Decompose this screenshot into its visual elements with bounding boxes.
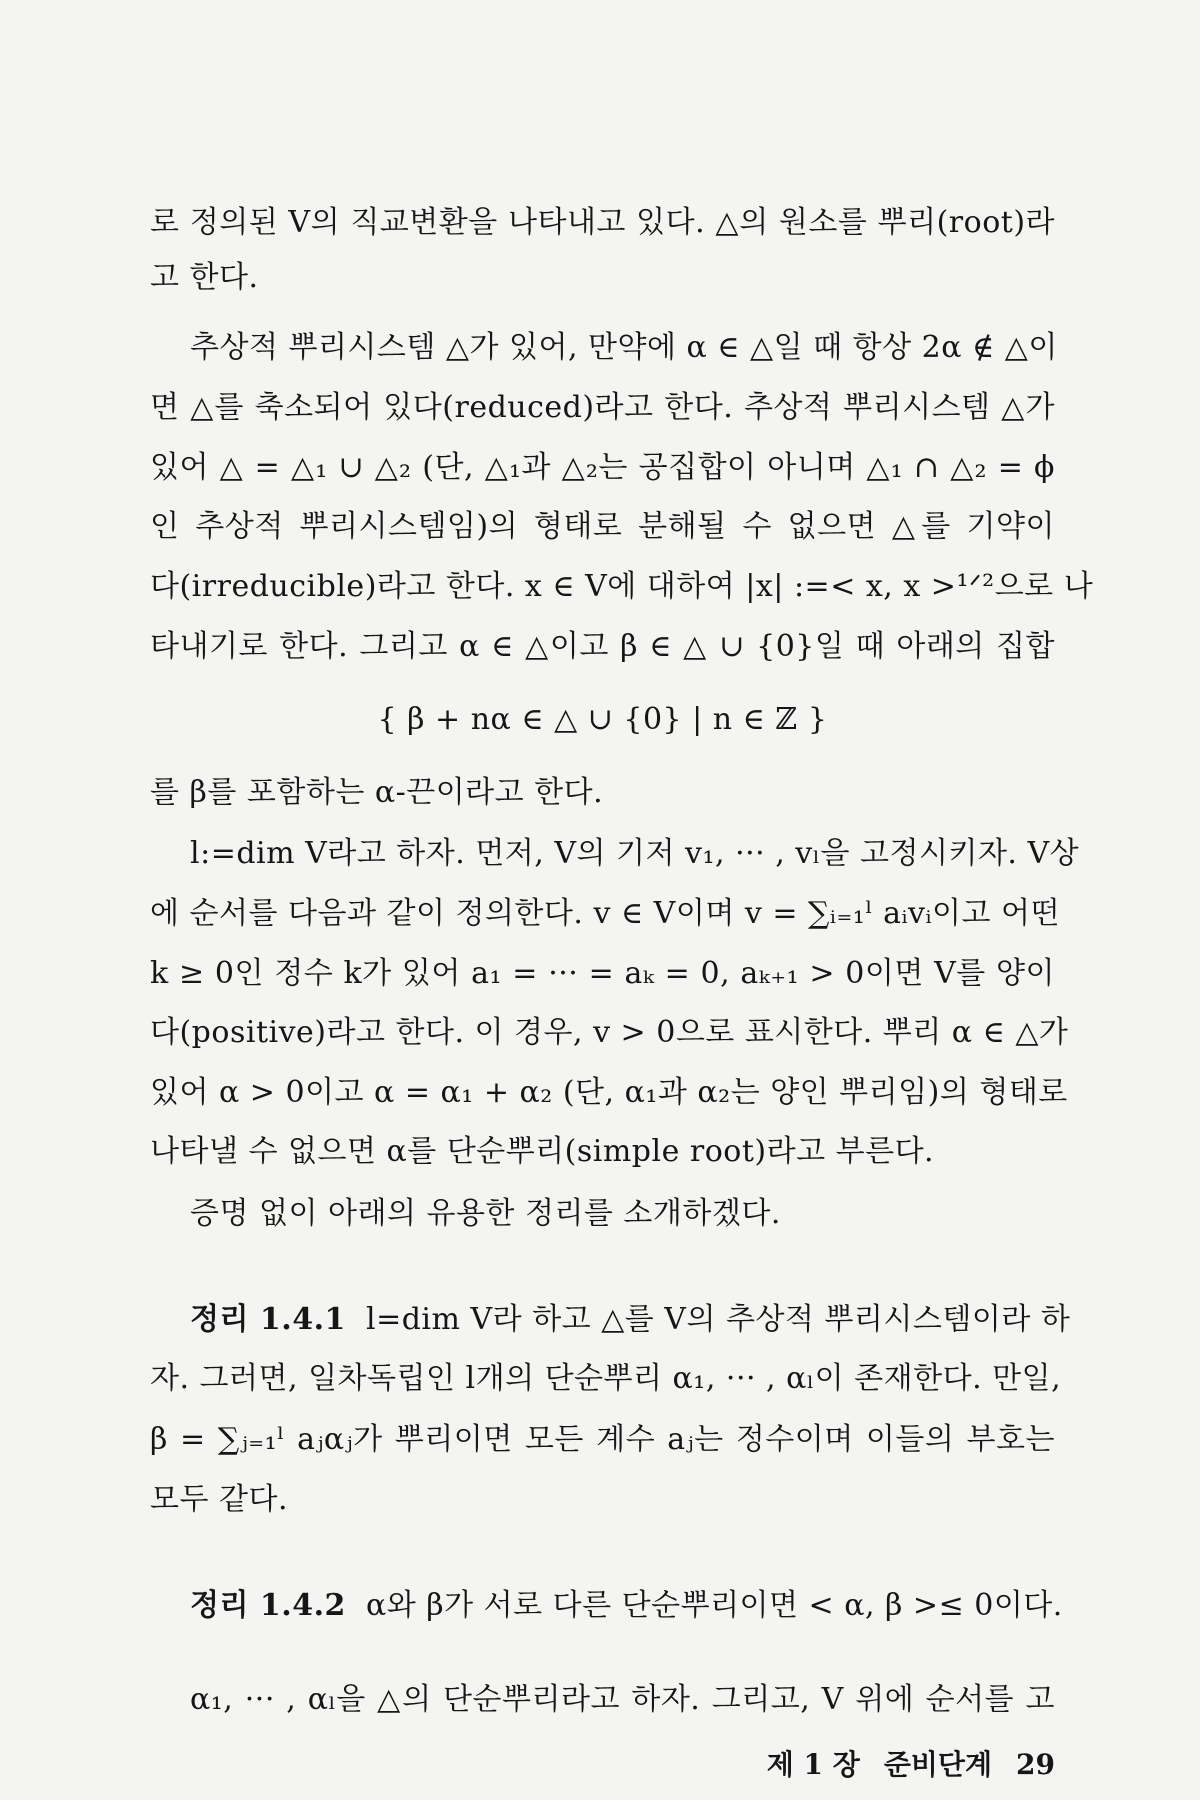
theorem-2 <box>190 1576 1063 1636</box>
page-number: 29 <box>1016 1748 1055 1781</box>
paragraph-line: 를 β를 포함하는 α-끈이라고 한다. <box>150 775 604 810</box>
paragraph-line: 다(positive)라고 한다. 이 경우, v > 0으로 표시한다. 뿌리 α ∈ △가 <box>150 1015 1069 1050</box>
paragraph-line: 추상적 뿌리시스템 △가 있어, 만약에 α ∈ △일 때 항상 2α ∉ △이 <box>190 330 1058 365</box>
paragraph-line: 있어 α > 0이고 α = α₁ + α₂ (단, α₁과 α₂는 양인 뿌리임)의 형태로 <box>150 1075 1068 1110</box>
theorem-number: 정리 1.4.2 <box>190 1588 346 1623</box>
paragraph-line: α₁, ··· , αₗ을 △의 단순뿌리라고 하자. 그리고, V 위에 순서를 고 <box>190 1682 1055 1717</box>
theorem-text: l=dim V라 하고 △를 V의 추상적 뿌리시스템이라 하 <box>366 1302 1071 1337</box>
chapter-title: 준비단계 <box>883 1748 993 1781</box>
paragraph-line: k ≥ 0인 정수 k가 있어 a₁ = ··· = aₖ = 0, aₖ₊₁ > 0이면 V를 양이 <box>150 956 1055 991</box>
paragraph-line: 다(irreducible)라고 한다. x ∈ V에 대하여 |x| :=< x, x >¹ᐟ²으로 나 <box>150 569 1094 604</box>
paragraph-line: 나타낼 수 없으면 α를 단순뿌리(simple root)라고 부른다. <box>150 1134 935 1169</box>
paragraph-line: 타내기로 한다. 그리고 α ∈ △이고 β ∈ △ ∪ {0}일 때 아래의 집합 <box>150 629 1055 664</box>
paragraph-line: l:=dim V라고 하자. 먼저, V의 기저 v₁, ··· , vₗ을 고정시키자. V상 <box>190 836 1080 871</box>
theorem-line: 자. 그러면, 일차독립인 l개의 단순뿌리 α₁, ··· , αₗ이 존재한다. 만일, <box>150 1361 1062 1396</box>
paragraph-line: 로 정의된 V의 직교변환을 나타내고 있다. △의 원소를 뿌리(root)라 <box>150 205 1055 240</box>
theorem-number: 정리 1.4.1 <box>190 1302 346 1337</box>
paragraph-line: 증명 없이 아래의 유용한 정리를 소개하겠다. <box>190 1196 781 1231</box>
chapter-label: 제 1 장 <box>766 1748 860 1781</box>
display-formula: { β + nα ∈ △ ∪ {0} | n ∈ ℤ } <box>377 702 828 737</box>
paragraph-line: 에 순서를 다음과 같이 정의한다. v ∈ V이며 v = ∑ᵢ₌₁ˡ aᵢvᵢ이고 어떤 <box>150 896 1060 931</box>
paragraph-line: 인 추상적 뿌리시스템임)의 형태로 분해될 수 없으면 △를 기약이 <box>150 509 1055 544</box>
paragraph-line: 있어 △ = △₁ ∪ △₂ (단, △₁과 △₂는 공집합이 아니며 △₁ ∩ △₂ = ϕ <box>150 450 1055 485</box>
theorem-1 <box>190 1290 1071 1350</box>
paragraph-line: 면 △를 축소되어 있다(reduced)라고 한다. 추상적 뿌리시스템 △가 <box>150 390 1055 425</box>
theorem-line: β = ∑ⱼ₌₁ˡ aⱼαⱼ가 뿌리이면 모든 계수 aⱼ는 정수이며 이들의 부호는 <box>150 1422 1055 1457</box>
theorem-line: 모두 같다. <box>150 1482 288 1517</box>
theorem-text: α와 β가 서로 다른 단순뿌리이면 < α, β >≤ 0이다. <box>366 1588 1063 1623</box>
page-footer <box>767 1745 1055 1785</box>
paragraph-line: 고 한다. <box>150 260 259 295</box>
